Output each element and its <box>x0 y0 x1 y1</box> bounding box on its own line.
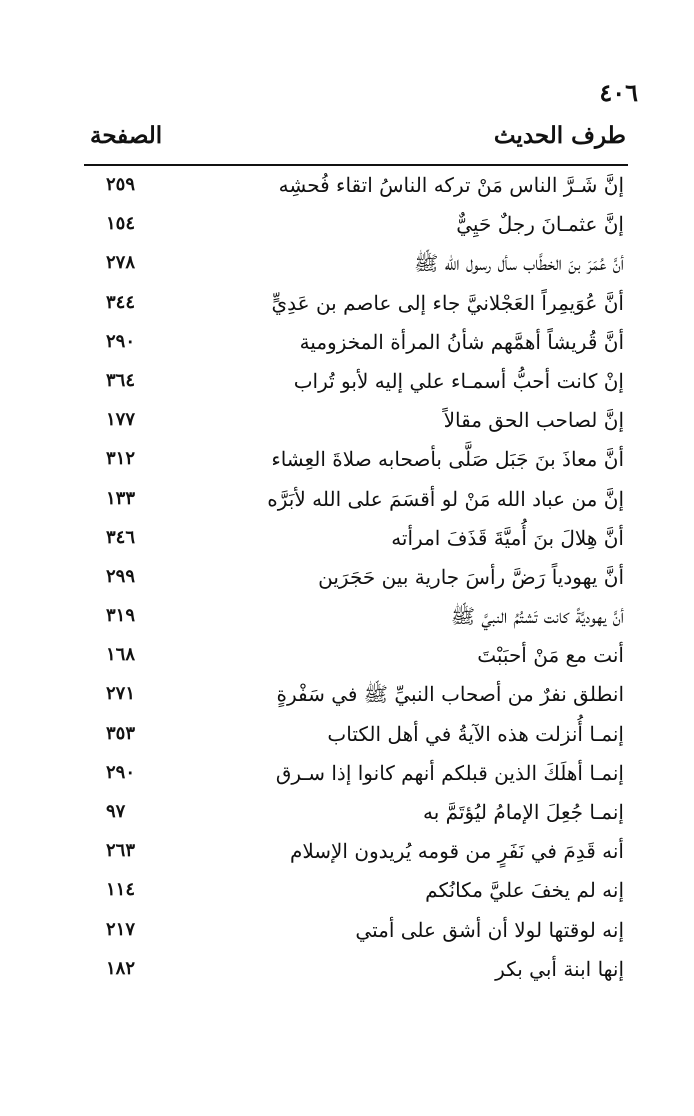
page-reference: ٣٤٤ <box>106 291 136 313</box>
hadith-incipit: أنَّ قُريشاً أهمَّهم شأنُ المرأة المخزومية <box>299 329 624 354</box>
hadith-incipit: إنْ كانت أحبُّ أسمـاء علي إليه لأبو تُراب <box>293 368 624 393</box>
hadith-incipit: إنَّ شَـرَّ الناس مَنْ تركه الناسُ اتقاء فُحشِه <box>278 173 624 197</box>
index-row <box>90 244 624 283</box>
hadith-incipit: إنَّ لصاحب الحق مقالاً <box>443 408 624 433</box>
index-row <box>90 362 624 401</box>
page-column-header: الصفحة <box>90 122 163 149</box>
index-row <box>90 911 624 950</box>
index-row <box>90 284 624 323</box>
index-row <box>90 323 624 362</box>
page-reference: ٢٧٨ <box>106 252 136 274</box>
page-reference: ٣٤٦ <box>106 526 136 548</box>
hadith-incipit: إنَّ عثمـانَ رجلٌ حَيِيٌّ <box>456 212 624 237</box>
hadith-column-header: طرف الحديث <box>493 122 626 149</box>
page-reference: ١٣٣ <box>106 487 136 509</box>
index-row <box>90 440 624 479</box>
index-row <box>90 480 624 519</box>
page-reference: ١٧٧ <box>106 409 136 431</box>
hadith-index-list <box>90 166 624 989</box>
hadith-incipit: أنَّ عُمَرَ بنَ الخطَّاب سأل رسول الله ﷺ <box>414 251 624 276</box>
index-row <box>90 597 624 636</box>
index-row <box>90 636 624 675</box>
page-reference: ٢٩٠ <box>106 761 136 783</box>
hadith-incipit: أنَّ معاذَ بنَ جَبَل صَلَّى بأصحابه صلاةَ العِشاء <box>271 447 624 472</box>
page-reference: ١٥٤ <box>106 213 136 235</box>
hadith-incipit: إنه لم يخفَ عليَّ مكانُكم <box>425 878 624 903</box>
page-reference: ٣١٩ <box>106 605 136 627</box>
hadith-incipit: إنَّ من عباد الله مَنْ لو أقسَمَ على الله لأبَرَّه <box>267 486 624 511</box>
hadith-incipit: إنمـا جُعِلَ الإمامُ ليُؤتَمَّ به <box>422 800 624 824</box>
page-number: ٤٠٦ <box>599 78 638 107</box>
index-row <box>90 558 624 597</box>
page-reference: ١١٤ <box>106 879 136 901</box>
index-row <box>90 166 624 205</box>
page-reference: ٢٩٩ <box>106 565 136 587</box>
hadith-incipit: أنَّ يهوديَّةً كانت تَشتُمُ النبيَّ ﷺ <box>450 604 624 629</box>
index-row <box>90 519 624 558</box>
page-reference: ٣٥٣ <box>106 722 136 744</box>
page-reference: ٢٦٣ <box>106 840 136 862</box>
page-reference: ٢١٧ <box>106 918 136 940</box>
page-reference: ٢٥٩ <box>106 174 136 195</box>
index-row <box>90 793 624 832</box>
hadith-incipit: أنَّ هِلالَ بنَ أُميَّةَ قَذَفَ امرأته <box>391 525 624 550</box>
page-reference: ٩٧ <box>106 801 126 822</box>
index-row <box>90 871 624 910</box>
page-reference: ١٨٢ <box>106 957 136 979</box>
hadith-incipit: انطلق نفرٌ من أصحاب النبيِّ ﷺ في سَفْرةٍ <box>276 682 624 707</box>
page-reference: ٢٩٠ <box>106 330 136 352</box>
index-row <box>90 832 624 871</box>
page-reference: ٢٧١ <box>106 683 136 705</box>
hadith-incipit: أنه قَدِمَ في نَفَرٍ من قومه يُريدون الإسلام <box>289 839 624 864</box>
table-header <box>90 122 626 162</box>
index-row <box>90 205 624 244</box>
index-row <box>90 401 624 440</box>
hadith-incipit: إنها ابنة أبي بكر <box>495 956 624 981</box>
page-reference: ٣٦٤ <box>106 369 136 391</box>
hadith-incipit: أنت مع مَنْ أحبَبْتَ <box>477 643 624 668</box>
index-row <box>90 950 624 989</box>
hadith-incipit: إنه لوقتها لولا أن أشق على أمتي <box>355 917 624 942</box>
hadith-incipit: أنَّ عُوَيمِراً العَجْلانيَّ جاء إلى عاصم بن عَدِيٍّ <box>271 290 624 315</box>
index-row <box>90 754 624 793</box>
index-row <box>90 715 624 754</box>
page-reference: ١٦٨ <box>106 644 136 666</box>
hadith-incipit: إنمـا أُنزلت هذه الآيةُ في أهل الكتاب <box>327 721 624 746</box>
hadith-incipit: أنَّ يهودياً رَضَّ رأسَ جارية بين حَجَرَين <box>318 564 624 589</box>
page-reference: ٣١٢ <box>106 448 136 470</box>
hadith-incipit: إنمـا أهلَكَ الذين قبلكم أنهم كانوا إذا سـرق <box>275 760 624 785</box>
index-row <box>90 675 624 714</box>
